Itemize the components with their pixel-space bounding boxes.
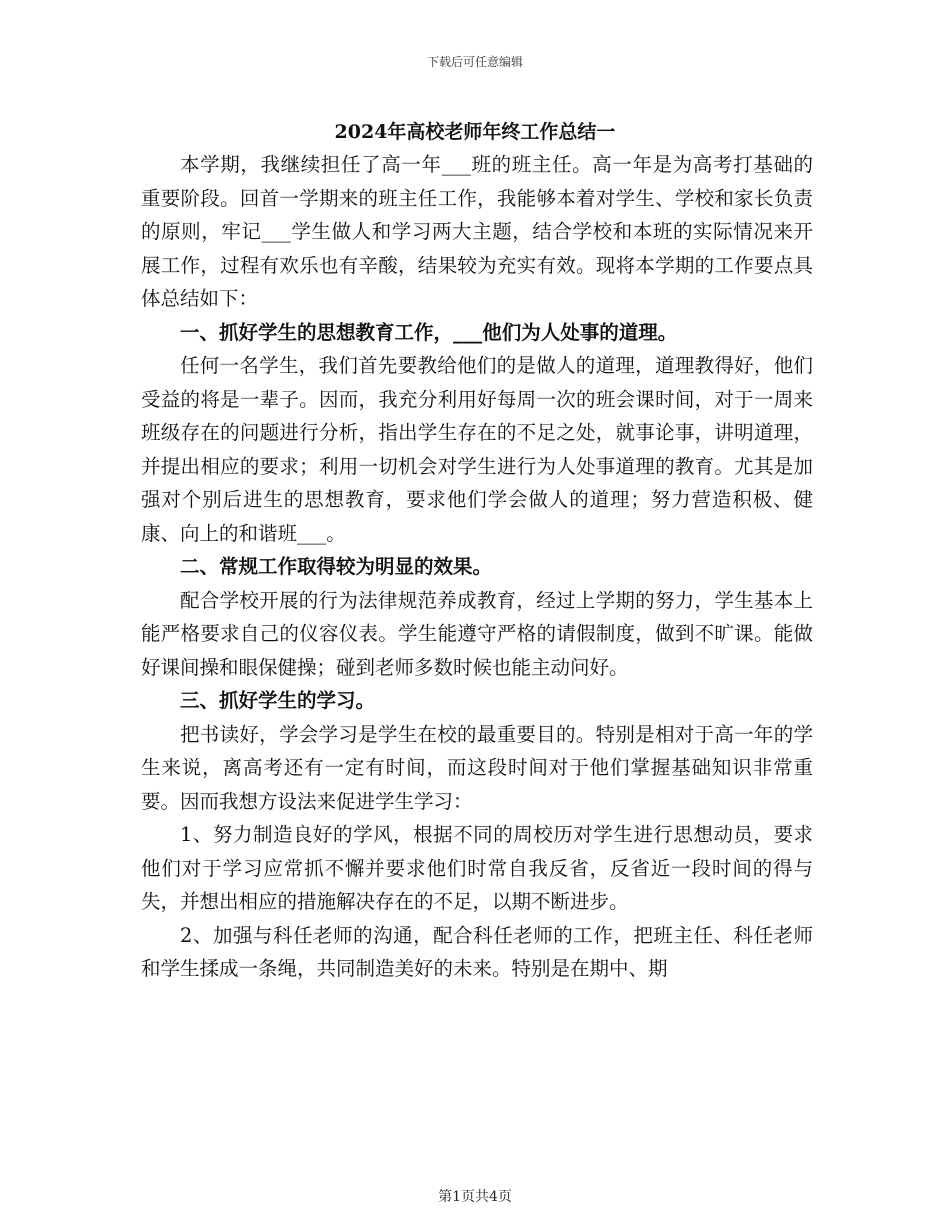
paragraph-section-3: 把书读好，学会学习是学生在校的最重要目的。特别是相对于高一年的学生来说，离高考还有一定有时间，而这段时间对于他们掌握基础知识非常重要。因而我想方设法来促进学生学习： xyxy=(141,722,813,813)
page-number: 第1页共4页 xyxy=(438,1189,512,1205)
section-heading-1: 一、抓好学生的思想教育工作，___他们为人处事的道理。 xyxy=(180,320,678,344)
paragraph-intro: 本学期，我继续担任了高一年___班的班主任。高一年是为高考打基础的重要阶段。回首一学期来的班主任工作，我能够本着对学生、学校和家长负责的原则，牢记___学生做人和学习两大主题，结合学校和本班的实际情况来开展工作，过程有欢乐也有辛酸，结果较为充实有效。现将本学期的工作要点具体总结如下： xyxy=(141,153,813,310)
list-item-1: 1、努力制造良好的学风，根据不同的周校历对学生进行思想动员，要求他们对于学习应常抓不懈并要求他们时常自我反省，反省近一段时间的得与失，并想出相应的措施解决存在的不足，以期不断进步。 xyxy=(141,823,813,913)
paragraph-section-1: 任何一名学生，我们首先要教给他们的是做人的道理，道理教得好，他们受益的将是一辈子。因而，我充分利用好每周一次的班会课时间，对于一周来班级存在的问题进行分析，指出学生存在的不足之处，就事论事，讲明道理，并提出相应的要求；利用一切机会对学生进行为人处事道理的教育。尤其是加强对个别后进生的思想教育，要求他们学会做人的道理；努力营造积极、健康、向上的和谐班___。 xyxy=(141,354,813,545)
document-body xyxy=(141,148,813,986)
list-item-2: 2、加强与科任老师的沟通，配合科任老师的工作，把班主任、科任老师和学生揉成一条绳，共同制造美好的未来。特别是在期中、期 xyxy=(141,923,813,980)
section-heading-2: 二、常规工作取得较为明显的效果。 xyxy=(180,555,493,578)
page-header: 下载后可任意编辑 xyxy=(426,55,523,69)
paragraph-section-2: 配合学校开展的行为法律规范养成教育，经过上学期的努力，学生基本上能严格要求自己的仪容仪表。学生能遵守严格的请假制度，做到不旷课。能做好课间操和眼保健操；碰到老师多数时候也能主动问好。 xyxy=(141,588,813,679)
section-heading-3: 三、抓好学生的学习。 xyxy=(180,689,376,712)
document-title: 2024年高校老师年终工作总结一 xyxy=(334,121,616,143)
